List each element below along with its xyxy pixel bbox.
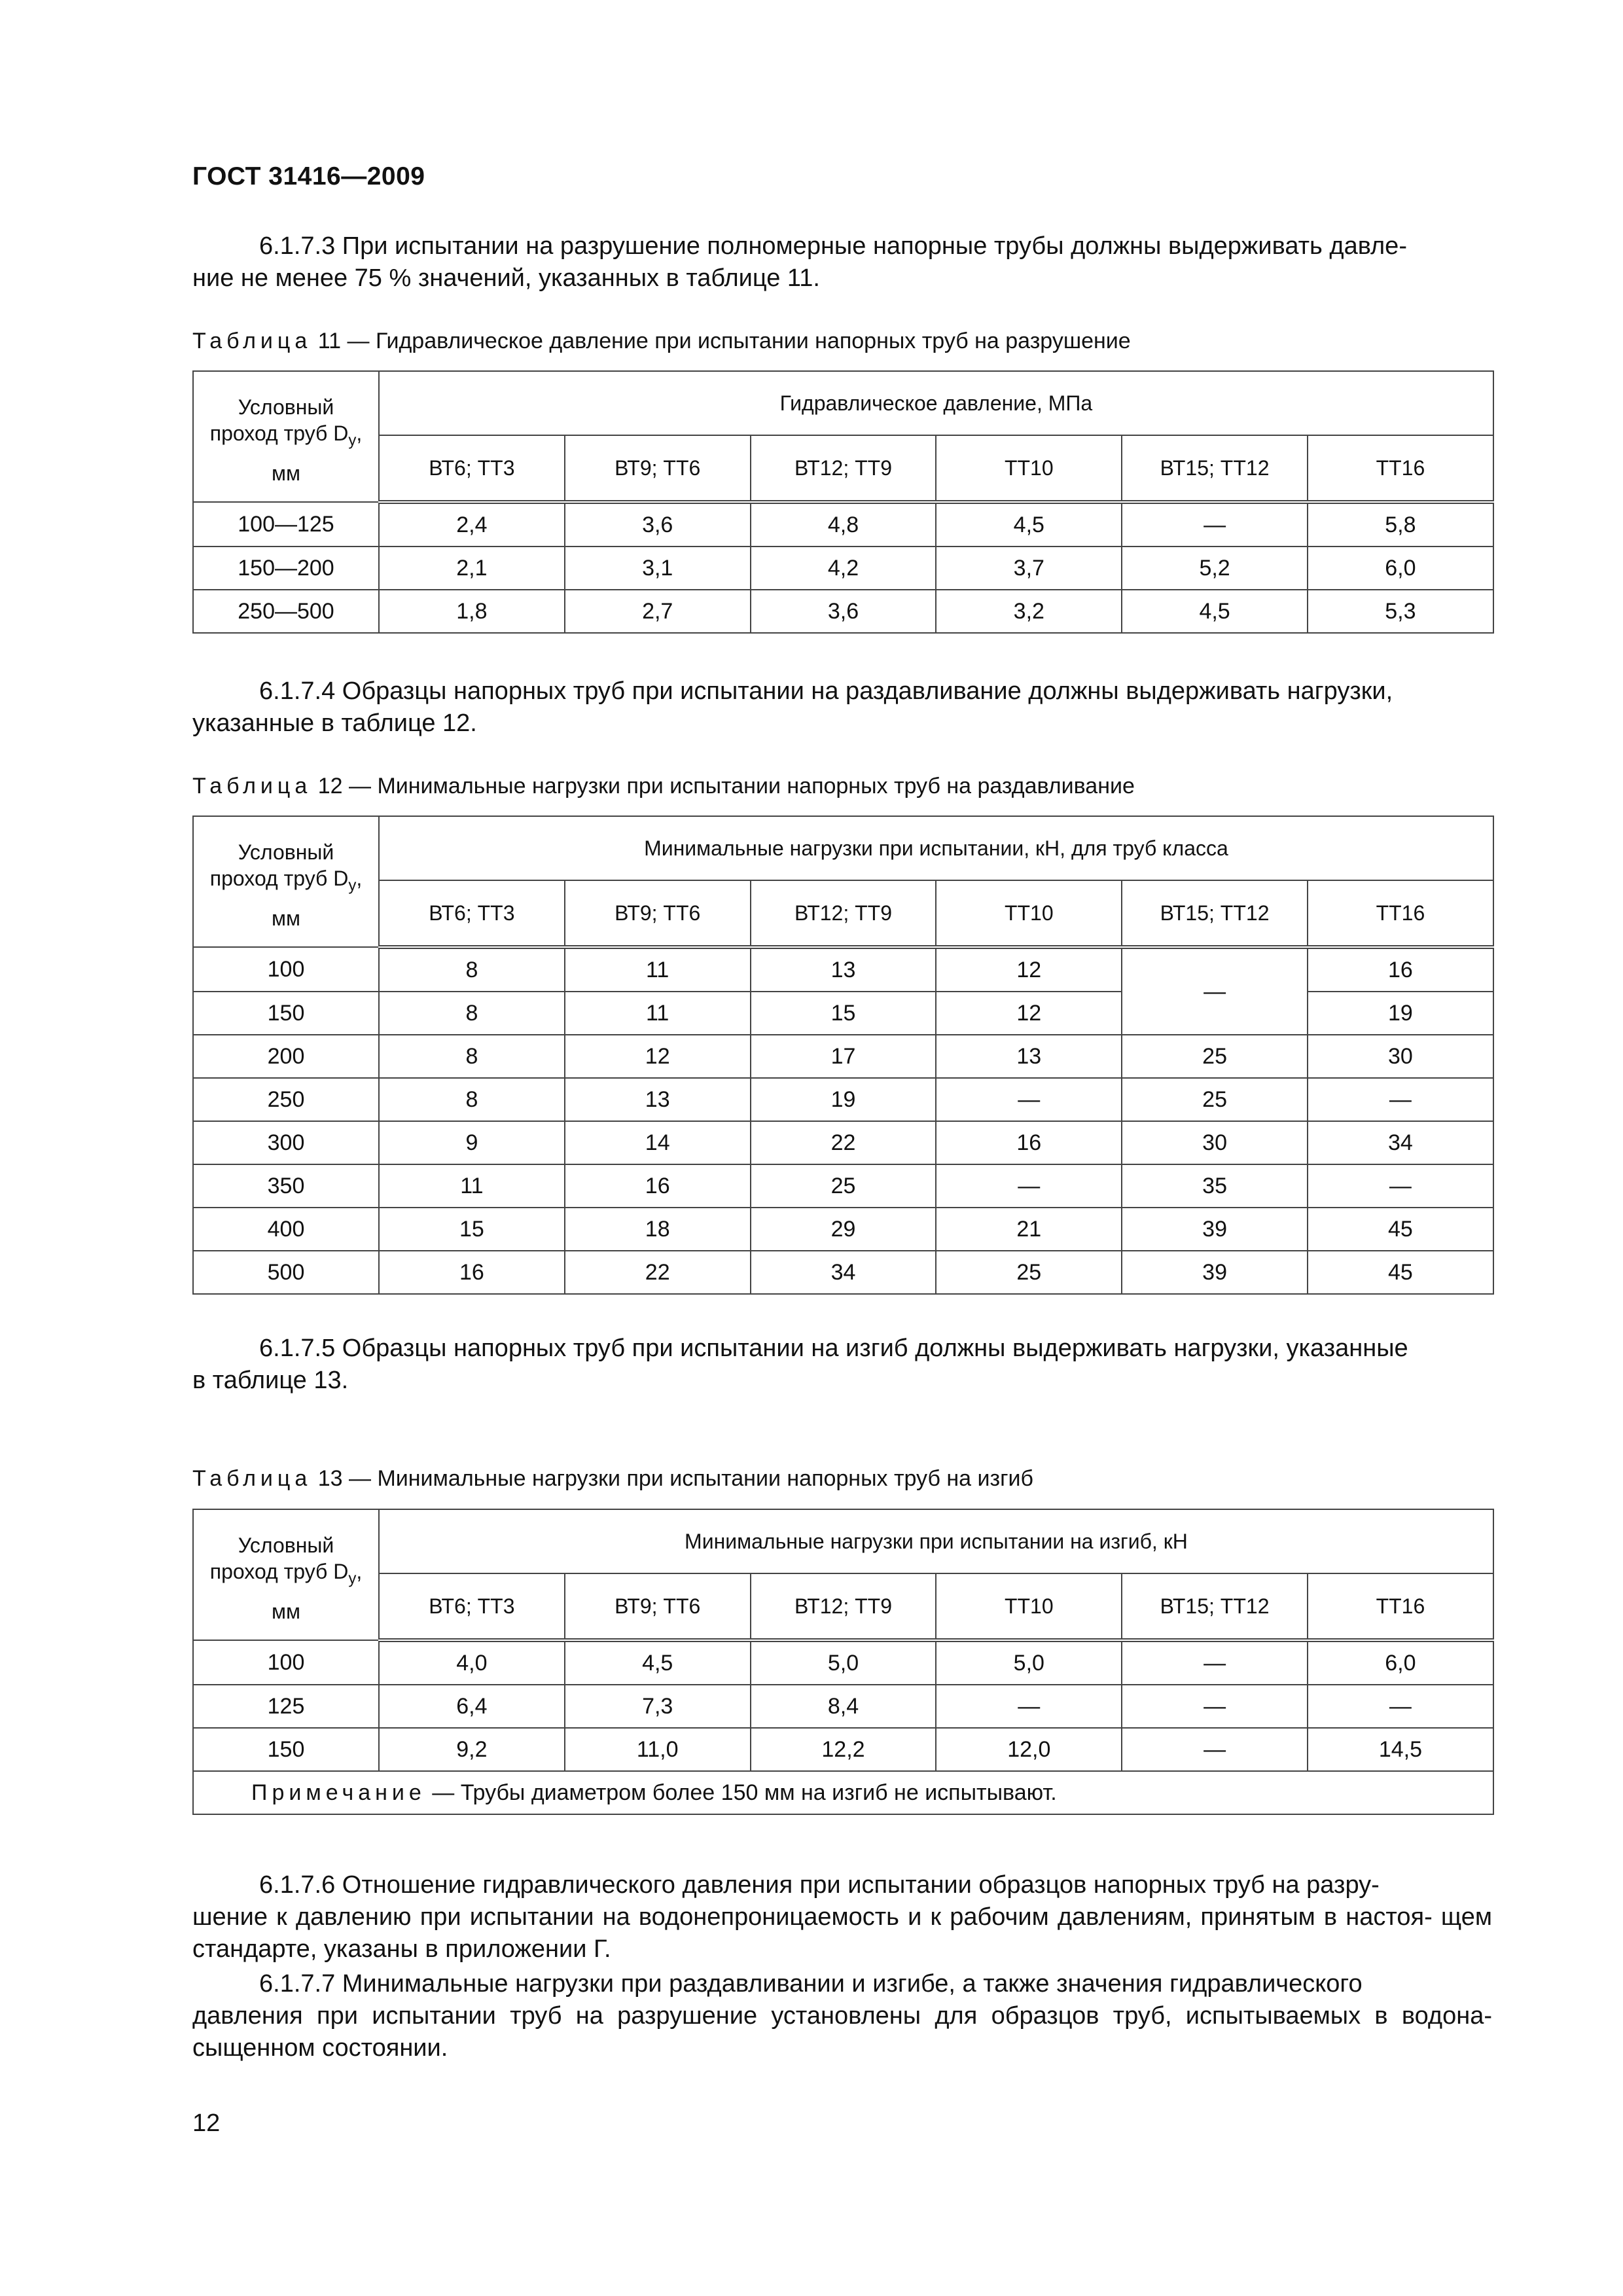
- paragraph-6-1-7-5: [192, 1333, 1492, 1397]
- table-cell: 4,5: [565, 1640, 751, 1685]
- table-cell: 7,3: [565, 1685, 751, 1728]
- table-cell: 14: [565, 1121, 751, 1164]
- table-note-row: [193, 1771, 1493, 1814]
- table-cell: 13: [936, 1035, 1122, 1078]
- table-cell: 6,0: [1308, 547, 1493, 590]
- table-cell: 22: [565, 1251, 751, 1294]
- paragraph-first-line: 6.1.7.6 Отношение гидравлического давления при испытании образцов напорных труб на разру-: [259, 1871, 1380, 1899]
- table-cell: 25: [1122, 1035, 1308, 1078]
- paragraph-first-line: 6.1.7.4 Образцы напорных труб при испытании на раздавливание должны выдерживать нагрузки,: [259, 677, 1393, 705]
- table-cell: —: [936, 1164, 1122, 1208]
- table-13: [192, 1509, 1494, 1815]
- table-cell: —: [1122, 502, 1308, 547]
- table-cell: 19: [1308, 992, 1493, 1035]
- table-cell: 29: [751, 1208, 936, 1251]
- table-row: [193, 1121, 1493, 1164]
- table-cell: 8: [379, 1078, 565, 1121]
- table-cell: 150: [193, 992, 379, 1035]
- table-12-caption: [192, 774, 1135, 799]
- page-number: 12: [192, 2109, 221, 2137]
- table-cell: 25: [1122, 1078, 1308, 1121]
- conditional-passage-header: Условный проход труб $D_у$, мм: [193, 816, 379, 947]
- column-header: ВТ15; ТТ12: [1122, 435, 1308, 502]
- caption-label: Таблица: [192, 329, 312, 353]
- table-cell: 9,2: [379, 1728, 565, 1771]
- table-cell: 500: [193, 1251, 379, 1294]
- table-cell: 150—200: [193, 547, 379, 590]
- caption-title: 12 — Минимальные нагрузки при испытании напорных труб на раздавливание: [312, 774, 1135, 798]
- table-cell: 30: [1122, 1121, 1308, 1164]
- table-cell: 22: [751, 1121, 936, 1164]
- table-cell: 3,1: [565, 547, 751, 590]
- table-cell: —: [1308, 1078, 1493, 1121]
- table-13-caption: [192, 1466, 1033, 1492]
- caption-label: Таблица: [192, 1466, 312, 1491]
- table-cell: 39: [1122, 1251, 1308, 1294]
- table-row: [193, 1164, 1493, 1208]
- caption-title: 11 — Гидравлическое давление при испытании напорных труб на разрушение: [312, 329, 1131, 353]
- column-header: ТТ16: [1308, 435, 1493, 502]
- table-cell: 3,7: [936, 547, 1122, 590]
- table-cell: 34: [1308, 1121, 1493, 1164]
- column-header: ВТ15; ТТ12: [1122, 1573, 1308, 1640]
- paragraph-6-1-7-3: [192, 230, 1492, 295]
- paragraph-continuation: указанные в таблице 12.: [192, 709, 477, 737]
- column-header: ТТ10: [936, 1573, 1122, 1640]
- table-cell: —: [1122, 1685, 1308, 1728]
- table-cell: 45: [1308, 1208, 1493, 1251]
- table-11: [192, 370, 1494, 634]
- table-cell: 300: [193, 1121, 379, 1164]
- column-header: ВТ9; ТТ6: [565, 880, 751, 947]
- conditional-passage-header: Условный проход труб $D_у$, мм: [193, 371, 379, 502]
- table-row: [193, 547, 1493, 590]
- table-cell: 13: [751, 947, 936, 992]
- table-row: [193, 1208, 1493, 1251]
- table-cell: 3,6: [565, 502, 751, 547]
- note-text: — Трубы диаметром более 150 мм на изгиб не испытывают.: [425, 1780, 1057, 1805]
- table-cell: 21: [936, 1208, 1122, 1251]
- table-cell: 15: [379, 1208, 565, 1251]
- table-cell: 16: [565, 1164, 751, 1208]
- column-header: ТТ16: [1308, 880, 1493, 947]
- table-cell: 34: [751, 1251, 936, 1294]
- note-label: Примечание: [251, 1780, 426, 1805]
- table-12: [192, 816, 1494, 1295]
- table-cell: 5,0: [751, 1640, 936, 1685]
- table-cell: 250: [193, 1078, 379, 1121]
- column-header: ТТ16: [1308, 1573, 1493, 1640]
- table-cell: 30: [1308, 1035, 1493, 1078]
- caption-label: Таблица: [192, 774, 312, 798]
- table-cell: 400: [193, 1208, 379, 1251]
- table-cell: 15: [751, 992, 936, 1035]
- table-cell: —: [1122, 1640, 1308, 1685]
- table-cell: 4,5: [936, 502, 1122, 547]
- table-cell: 12,0: [936, 1728, 1122, 1771]
- paragraph-continuation: шение к давлению при испытании на водонепроницаемость и к рабочим давлениям, принятым в настоя- щем стандарте, указаны в приложении Г.: [192, 1903, 1492, 1963]
- table-cell: 17: [751, 1035, 936, 1078]
- column-header: ВТ6; ТТ3: [379, 880, 565, 947]
- table-cell: 5,3: [1308, 590, 1493, 633]
- table-cell: 11: [565, 992, 751, 1035]
- table-cell: 16: [936, 1121, 1122, 1164]
- table-cell: 4,8: [751, 502, 936, 547]
- table-cell: 2,1: [379, 547, 565, 590]
- standard-designation: ГОСТ 31416—2009: [192, 162, 425, 190]
- conditional-passage-header: Условный проход труб $D_у$, мм: [193, 1509, 379, 1640]
- table-cell: 150: [193, 1728, 379, 1771]
- table-cell: 5,8: [1308, 502, 1493, 547]
- column-header: ВТ12; ТТ9: [751, 880, 936, 947]
- table-11-caption: [192, 329, 1131, 354]
- paragraph-6-1-7-7: [192, 1968, 1492, 2064]
- table-cell: 4,0: [379, 1640, 565, 1685]
- group-header: Минимальные нагрузки при испытании, кН, для труб класса: [379, 816, 1493, 880]
- table-cell: 12: [936, 992, 1122, 1035]
- column-header: ВТ9; ТТ6: [565, 1573, 751, 1640]
- table-cell: 125: [193, 1685, 379, 1728]
- table-cell: 16: [1308, 947, 1493, 992]
- table-cell: 3,6: [751, 590, 936, 633]
- table-cell: 2,4: [379, 502, 565, 547]
- paragraph-first-line: 6.1.7.7 Минимальные нагрузки при раздавливании и изгибе, а также значения гидравлического: [259, 1970, 1363, 1998]
- table-cell: 45: [1308, 1251, 1493, 1294]
- table-cell: 39: [1122, 1208, 1308, 1251]
- column-header: ВТ6; ТТ3: [379, 1573, 565, 1640]
- table-cell-merged: —: [1122, 947, 1308, 1035]
- table-cell: 8: [379, 1035, 565, 1078]
- table-row: [193, 1728, 1493, 1771]
- table-cell: 5,2: [1122, 547, 1308, 590]
- table-cell: 1,8: [379, 590, 565, 633]
- column-header: ВТ15; ТТ12: [1122, 880, 1308, 947]
- table-cell: 5,0: [936, 1640, 1122, 1685]
- table-row: [193, 1251, 1493, 1294]
- table-cell: —: [1308, 1685, 1493, 1728]
- table-row: [193, 947, 1493, 992]
- column-header: ВТ6; ТТ3: [379, 435, 565, 502]
- table-cell: —: [936, 1078, 1122, 1121]
- table-cell: 350: [193, 1164, 379, 1208]
- paragraph-first-line: 6.1.7.3 При испытании на разрушение полномерные напорные трубы должны выдерживать давле-: [259, 232, 1407, 260]
- table-cell: 100: [193, 1640, 379, 1685]
- table-cell: 2,7: [565, 590, 751, 633]
- table-cell: 11,0: [565, 1728, 751, 1771]
- column-header: ТТ10: [936, 435, 1122, 502]
- table-cell: 6,4: [379, 1685, 565, 1728]
- paragraph-first-line: 6.1.7.5 Образцы напорных труб при испытании на изгиб должны выдерживать нагрузки, указанные: [259, 1335, 1408, 1362]
- table-row: [193, 1035, 1493, 1078]
- paragraph-continuation: ние не менее 75 % значений, указанных в таблице 11.: [192, 264, 820, 292]
- table-row: [193, 1685, 1493, 1728]
- table-cell: 4,5: [1122, 590, 1308, 633]
- table-cell: —: [1122, 1728, 1308, 1771]
- table-cell: 11: [565, 947, 751, 992]
- column-header: ТТ10: [936, 880, 1122, 947]
- table-cell: 4,2: [751, 547, 936, 590]
- table-cell: 9: [379, 1121, 565, 1164]
- table-row: [193, 1640, 1493, 1685]
- column-header: ВТ9; ТТ6: [565, 435, 751, 502]
- table-cell: 8: [379, 992, 565, 1035]
- table-cell: —: [936, 1685, 1122, 1728]
- table-cell: 13: [565, 1078, 751, 1121]
- caption-title: 13 — Минимальные нагрузки при испытании напорных труб на изгиб: [312, 1466, 1033, 1491]
- table-row: [193, 1078, 1493, 1121]
- table-row: [193, 590, 1493, 633]
- group-header: Минимальные нагрузки при испытании на изгиб, кН: [379, 1509, 1493, 1573]
- table-cell: 16: [379, 1251, 565, 1294]
- table-cell: 100: [193, 947, 379, 992]
- table-cell: 8: [379, 947, 565, 992]
- table-cell: 25: [751, 1164, 936, 1208]
- paragraph-continuation: давления при испытании труб на разрушение установлены для образцов труб, испытываемых в водона- сыщенном состоянии.: [192, 2002, 1492, 2062]
- table-cell: 6,0: [1308, 1640, 1493, 1685]
- table-cell: —: [1308, 1164, 1493, 1208]
- paragraph-continuation: в таблице 13.: [192, 1367, 349, 1394]
- table-cell: 200: [193, 1035, 379, 1078]
- column-header: ВТ12; ТТ9: [751, 435, 936, 502]
- group-header: Гидравлическое давление, МПа: [379, 371, 1493, 435]
- table-cell: 35: [1122, 1164, 1308, 1208]
- table-note: [193, 1771, 1493, 1814]
- table-cell: 14,5: [1308, 1728, 1493, 1771]
- table-row: [193, 502, 1493, 547]
- table-cell: 100—125: [193, 502, 379, 547]
- table-cell: 12: [565, 1035, 751, 1078]
- table-cell: 12,2: [751, 1728, 936, 1771]
- table-cell: 3,2: [936, 590, 1122, 633]
- paragraph-6-1-7-4: [192, 675, 1492, 740]
- table-cell: 8,4: [751, 1685, 936, 1728]
- table-cell: 25: [936, 1251, 1122, 1294]
- table-cell: 18: [565, 1208, 751, 1251]
- paragraph-6-1-7-6: [192, 1869, 1492, 1965]
- column-header: ВТ12; ТТ9: [751, 1573, 936, 1640]
- table-cell: 12: [936, 947, 1122, 992]
- table-cell: 11: [379, 1164, 565, 1208]
- table-cell: 250—500: [193, 590, 379, 633]
- table-cell: 19: [751, 1078, 936, 1121]
